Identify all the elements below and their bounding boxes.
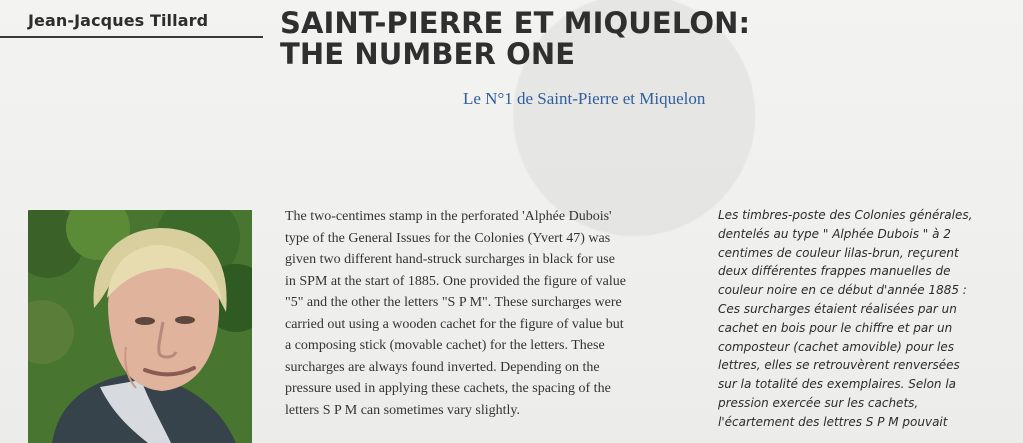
page-subtitle: Le N°1 de Saint-Pierre et Miquelon [463,89,706,108]
author-portrait-image [28,210,252,443]
french-article-text: Les timbres-poste des Colonies générales, dentelés au type " Alphée Dubois " à 2 centimes de couleur lilas-brun, reçurent deux différentes frappes manuelles de couleur noire en ce début d'année 1885 : Ces surcharges étaient réalisées par un cachet en bois pour le chiffre et par un composteur (cachet amovible) pour les lettres, elles se retrouvèrent renversées sur la totalité des exemplaires. Selon la pression exercée sur les cachets, l'écartement des lettres S P M pouvait [718,208,973,429]
author-name: Jean-Jacques Tillard [28,11,209,30]
english-article-text: The two-centimes stamp in the perforated 'Alphée Dubois' type of the General Issues for the Colonies (Yvert 47) was given two different hand-struck surcharges in black for use in SPM at the start of 1885. One provided the figure of value "5" and the other the letters "S P M". These surcharges were carried out using a wooden cachet for the figure of value but a composing stick (movable cachet) for the letters. These surcharges are always found inverted. Depending on the pressure used in applying these cachets, the spacing of the letters S P M can sometimes vary slightly. [285,209,626,418]
author-photo [28,210,252,443]
page-title: SAINT-PIERRE ET MIQUELON: THE NUMBER ONE [280,6,751,72]
author-divider [0,36,263,38]
